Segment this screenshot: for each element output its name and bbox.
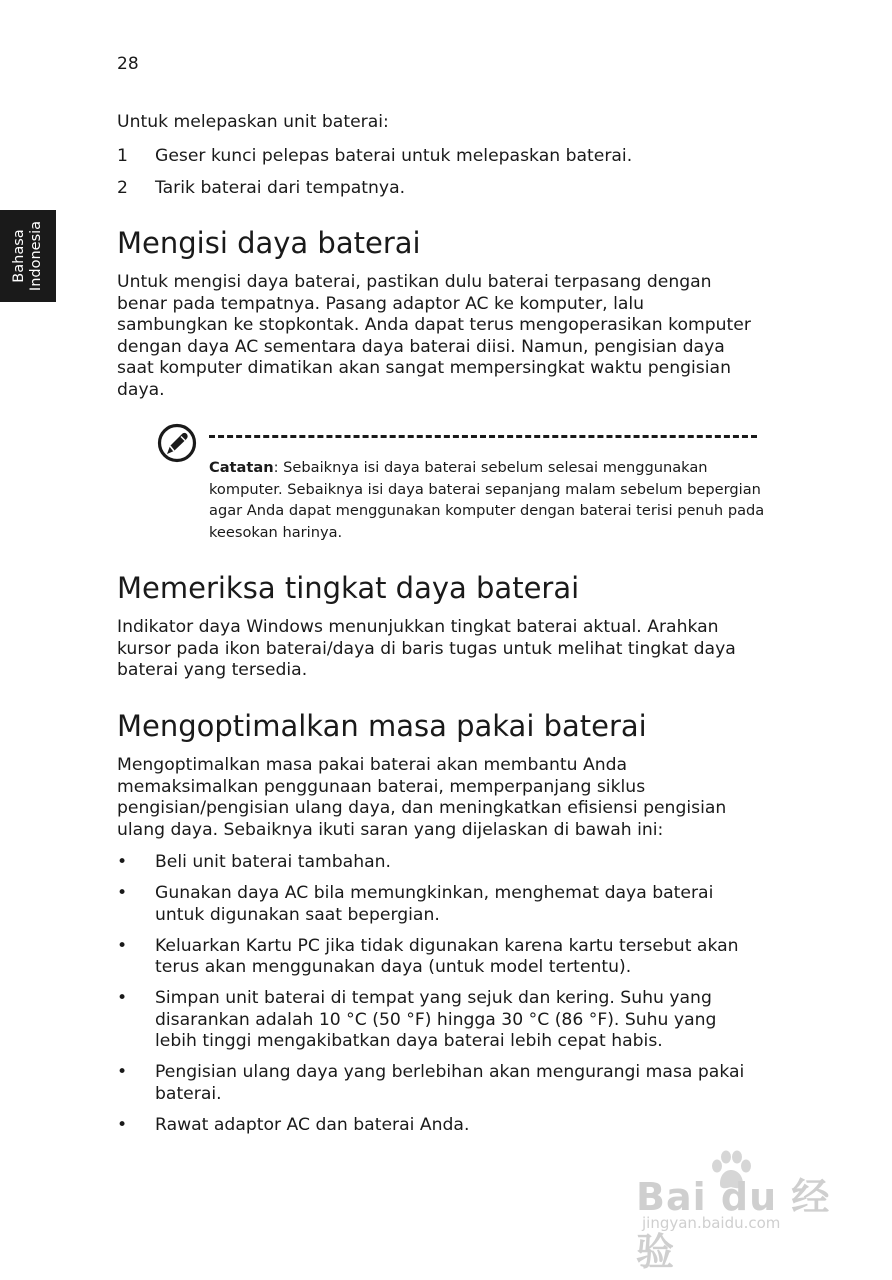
charging-section [117, 226, 757, 401]
optimizing-heading: Mengoptimalkan masa pakai baterai [117, 709, 647, 743]
list-item [117, 883, 757, 926]
language-tab-text [11, 221, 45, 291]
list-item [117, 852, 757, 874]
remove-intro-text: Untuk melepaskan unit baterai: [117, 112, 389, 132]
tip-text: Gunakan daya AC bila memungkinkan, menghemat daya baterai untuk digunakan saat bepergian. [155, 883, 714, 925]
checking-section [117, 571, 757, 682]
watermark-brand: Bai du 经验 [636, 1175, 831, 1274]
bullet-icon: • [117, 883, 128, 903]
bullet-icon: • [117, 1062, 128, 1082]
step-text: Tarik baterai dari tempatnya. [155, 178, 406, 198]
tip-text: Keluarkan Kartu PC jika tidak digunakan karena kartu tersebut akan terus akan menggunakan daya (untuk model tertentu). [155, 935, 739, 977]
note-pen-icon [156, 422, 198, 464]
tip-text: Beli unit baterai tambahan. [155, 852, 391, 872]
language-tab-line2: Indonesia [28, 220, 44, 292]
page-number: 28 [117, 54, 139, 74]
checking-heading: Memeriksa tingkat daya baterai [117, 571, 580, 605]
note-text: : Sebaiknya isi daya baterai sebelum selesai menggunakan komputer. Sebaiknya isi daya baterai sepanjang malam sebelum bepergian agar Anda dapat menggunakan komputer dengan baterai terisi penuh pada keesokan harinya. [209, 459, 765, 541]
tip-text: Rawat adaptor AC dan baterai Anda. [155, 1114, 470, 1135]
note-label: Catatan [209, 459, 274, 476]
charging-body: Untuk mengisi daya baterai, pastikan dulu baterai terpasang dengan benar pada tempatnya. Pasang adaptor AC ke komputer, lalu sambungkan ke stopkontak. Anda dapat terus mengoperasikan komputer dengan daya AC sementara daya baterai diisi. Namun, pengisian daya saat komputer dimatikan akan sangat mempersingkat waktu pengisian daya. [117, 272, 751, 400]
checking-body: Indikator daya Windows menunjukkan tingkat baterai aktual. Arahkan kursor pada ikon baterai/daya di baris tugas untuk melihat tingkat daya baterai yang tersedia. [117, 617, 736, 680]
tips-list [117, 852, 757, 1146]
step-number: 1 [117, 146, 128, 166]
language-tab-line1: Bahasa [11, 229, 27, 283]
tip-text: Pengisian ulang daya yang berlebihan akan mengurangi masa pakai baterai. [155, 1062, 745, 1104]
note-box [209, 457, 769, 543]
language-side-tab [0, 210, 56, 302]
step-number: 2 [117, 178, 128, 198]
step-text: Geser kunci pelepas baterai untuk melepaskan baterai. [155, 146, 633, 166]
baidu-watermark [636, 1150, 846, 1274]
optimizing-section [117, 709, 757, 841]
bullet-icon: • [117, 1114, 128, 1135]
list-item [117, 988, 757, 1053]
list-item [117, 1115, 757, 1137]
list-item [117, 936, 757, 979]
bullet-icon: • [117, 935, 128, 956]
bullet-icon: • [117, 852, 128, 872]
watermark-url: jingyan.baidu.com [642, 1214, 781, 1232]
tip-text: Simpan unit baterai di tempat yang sejuk dan kering. Suhu yang disarankan adalah 10 °C (50 °F) hingga 30 °C (86 °F). Suhu yang lebih tinggi mengakibatkan daya baterai lebih cepat habis. [155, 988, 717, 1051]
bullet-icon: • [117, 988, 128, 1008]
list-item [117, 1062, 757, 1105]
charging-heading: Mengisi daya baterai [117, 226, 421, 260]
remove-intro [117, 112, 757, 134]
note-divider [209, 435, 757, 438]
optimizing-body: Mengoptimalkan masa pakai baterai akan membantu Anda memaksimalkan penggunaan baterai, memperpanjang siklus pengisian/pengisian ulang daya, dan meningkatkan efisiensi pengisian ulang daya. Sebaiknya ikuti saran yang dijelaskan di bawah ini: [117, 755, 727, 840]
